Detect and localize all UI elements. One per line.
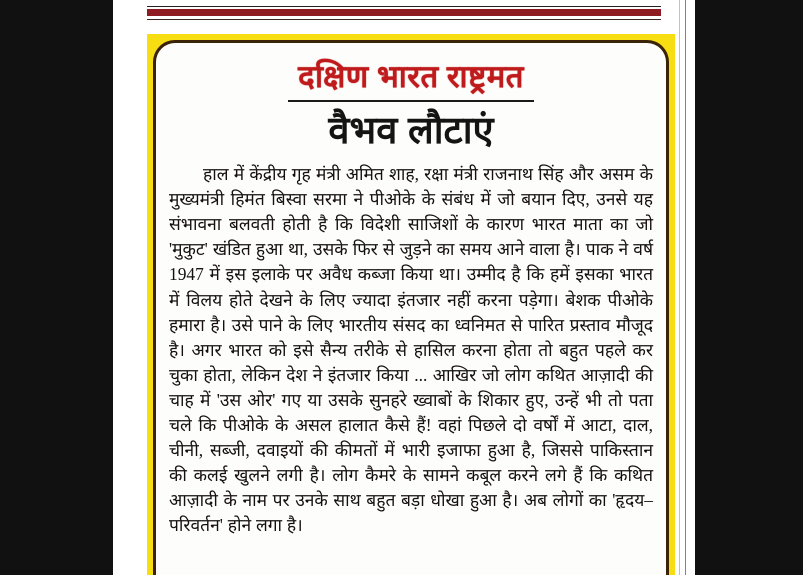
top-rule-thick-red bbox=[147, 9, 661, 16]
yellow-frame bbox=[147, 34, 675, 575]
top-divider-rules bbox=[147, 6, 661, 20]
newspaper-page bbox=[113, 0, 695, 575]
masthead-title: दक्षिण भारत राष्ट्रमत bbox=[298, 59, 524, 94]
top-rule-thin-lower bbox=[147, 19, 661, 20]
article-headline: वैभव लौटाएं bbox=[328, 109, 494, 152]
page-edge-rule-outer bbox=[679, 0, 680, 575]
letterbox-right bbox=[695, 0, 803, 575]
article-body-paragraph: हाल में केंद्रीय गृह मंत्री अमित शाह, रक्षा मंत्री राजनाथ सिंह और असम के मुख्यमंत्री हिमंत बिस्वा सरमा ने पीओके के संबंध में जो बयान दिए, उनसे यह संभावना बलवती होती है कि विदेशी साजिशों के कारण भारत माता का जो 'मुकुट' खंडित हुआ था, उसके फिर से जुड़ने का समय आने वाला है। पाक ने वर्ष 1947 में इस इलाके पर अवैध कब्जा किया था। उम्मीद है कि हमें इसका भारत में विलय होते देखने के लिए ज्यादा इंतजार नहीं करना पड़ेगा। बेशक पीओके हमारा है। उसे पाने के लिए भारतीय संसद का ध्वनिमत से पारित प्रस्ताव मौजूद है। अगर भारत को इसे सैन्य तरीके से हासिल करना होता तो बहुत पहले कर चुका होता, लेकिन देश ने इंतजार किया ... आखिर जो लोग कथित आज़ादी की चाह में 'उस ओर' गए या उसके सुनहरे ख्वाबों के शिकार हुए, उन्हें भी तो पता चले कि पीओके के असल हालात कैसे हैं! वहां पिछले दो वर्षों में आटा, दाल, चीनी, सब्जी, दवाइयों की कीमतों में भारी इजाफा हुआ है, जिससे पाकिस्तान की कलई खुलने लगी है। लोग कैमरे के सामने कबूल करने लगे हैं कि कथित आज़ादी के नाम पर उनके साथ बहुत बड़ा धोखा हुआ है। अब लोगों का 'हृदय–परिवर्तन' होने लगा है। bbox=[169, 164, 653, 536]
top-rule-thin-upper bbox=[147, 6, 661, 7]
page-edge-rule-inner bbox=[685, 0, 686, 575]
masthead-underline bbox=[288, 100, 534, 102]
letterbox-left bbox=[0, 0, 113, 575]
article-card bbox=[153, 40, 669, 575]
